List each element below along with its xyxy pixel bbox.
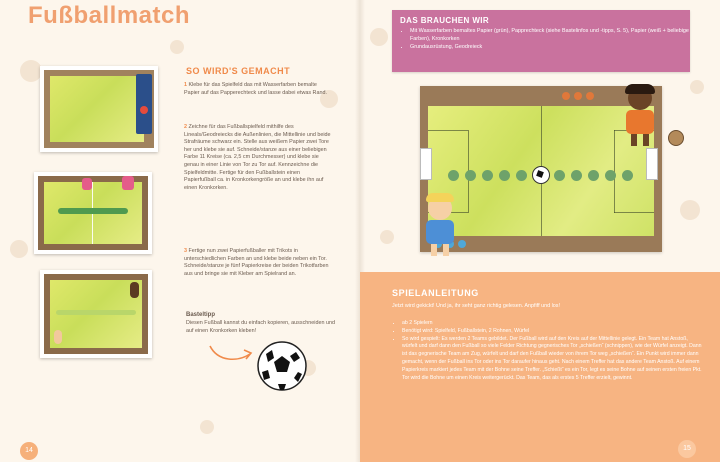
howto-step-2: 2 Zeichne für das Fußballspielfeld mithilfe des Lineals/Geodreiecks die Außenlinien, die Mittellinie und beide Strafräume schwarz ein. Stelle aus weißem Papier zwei Tore her und klebe sie auf. Schneide/stanze aus einer beliebigen Farbe 11 Kreise (ca. 2,5 cm Durchmesser) und klebe sie genau in einer Linie von Tor zu Tor auf. Kennzeichne die Spielfeldmitte. Fertige für den Fußballstein einen Papierfußball ca. in Kronkorkengröße an und klebe ihn auf einen Kronkorken. (184, 124, 331, 191)
game-heading: SPIELANLEITUNG (392, 288, 479, 298)
needs-box (392, 10, 690, 72)
howto-step-1: 1 Klebe für das Spielfeld das mit Wasserfarben bemalte Papier auf das Papperechteck und lasse dabei etwas Rand. (184, 82, 327, 96)
needs-item: • Mit Wasserfarben bemaltes Papier (grün), Papprechteck (siehe Bastelinfos und -tipps, S. 5), Papier (weiß + beliebige Farben), Kronkorken (410, 27, 692, 43)
page-number-left: 14 (20, 442, 38, 460)
game-instructions-box (360, 272, 720, 462)
tip-text: Diesen Fußball kannst du einfach kopieren, ausschneiden und auf einen Kronkorken kleben! (186, 320, 335, 334)
needs-list (400, 27, 692, 51)
bottle-cap-icon (668, 130, 684, 146)
game-intro: Jetzt wird gekickt! Und ja, ihr seht ganz richtig gelesen. Anpfiff und los! (392, 303, 560, 309)
step-photo-2 (34, 172, 152, 254)
game-rule-item: • ab 2 Spielern (402, 320, 702, 328)
side-label (2, 300, 14, 410)
football-icon (256, 340, 308, 392)
howto-step-1-text: Klebe für das Spielfeld das mit Wasserfarben bemalte Papier auf das Papperechteck und lasse dabei etwas Rand. (184, 82, 327, 96)
game-rule-item: • Benötigt wird: Spielfeld, Fußballstein, 2 Rohnen, Würfel (402, 328, 702, 336)
needs-item: • Grundausrüstung, Geodreieck (410, 43, 692, 51)
step-photo-1 (40, 66, 158, 152)
tip-heading: Basteltipp (186, 312, 216, 318)
needs-heading: DAS BRAUCHEN WIR (400, 16, 490, 25)
player-blue-illustration (422, 196, 458, 258)
howto-step-2-text: Zeichne für das Fußballspielfeld mithilfe des Lineals/Geodreiecks die Außenlinien, die Mittellinie und beide Strafräume schwarz ein. Stelle aus weißem Papier zwei Tore her und klebe sie auf. Schneide/stanze aus einer beliebigen Farbe 11 Kreise (ca. 2,5 cm Durchmesser) und klebe sie genau in einer Linie von Tor zu Tor auf. Kennzeichne die Spielfeldmitte. Fertige für den Fußballstein einen Papierfußball ca. in Kronkorkengröße an und klebe ihn auf einen Kronkorken. (184, 124, 331, 191)
howto-step-3: 3 Fertige nun zwei Papierfußballer mit Trikots in unterschiedlichen Farben an und klebe beide neben ein Tor. Schneide/stanze je fünf Papierkreise der beiden Trikotfarben aus und bringe sie mit Kleber am Spielrand an. (184, 248, 329, 277)
page-number-right: 15 (678, 440, 696, 458)
page-title: Fußballmatch (28, 2, 191, 29)
game-rule-item: • So wird gespielt: Es werden 2 Teams gebildet. Der Fußball wird auf den Kreis auf der Mittellinie gelegt. Ein Team hat Anstoß, würfelt und darf dann den Fußball so viele Felder Richtung gegnerisches Tor „schießen“ (schnippen), wie der Würfel anzeigt. Dann ist das gegnerische Team am Zug, würfelt und darf den Fußball wieder von ihrem Tor weg „schießen“. Ein Punkt wird immer dann gemacht, wenn der Fußball ins Tor oder ins Tor daraufer hinaus geht. Nach einem Treffer hat das andere Team Anstoß. Auf einem Papierkreis markiert jedes Team mit der Bohne seine Treffer. „Schießt“ es ein Tor, legt es seine Bohne auf seinen ersten freien Pkt. Tor wird die Bohne um einen Kreis weitergerückt. Das Team, das als erstes 5 Treffer erzielt, gewinnt. (402, 336, 702, 383)
step-photo-3 (40, 270, 152, 358)
arrow-icon (206, 340, 256, 366)
howto-heading: SO WIRD'S GEMACHT (186, 66, 291, 76)
game-rules-list (392, 320, 702, 382)
player-orange-illustration (622, 86, 658, 148)
howto-step-3-text: Fertige nun zwei Papierfußballer mit Trikots in unterschiedlichen Farben an und klebe beide neben ein Tor. Schneide/stanze je fünf Papierkreise der beiden Trikotfarben aus und bringe sie mit Kleber am Spielrand an. (184, 248, 329, 277)
